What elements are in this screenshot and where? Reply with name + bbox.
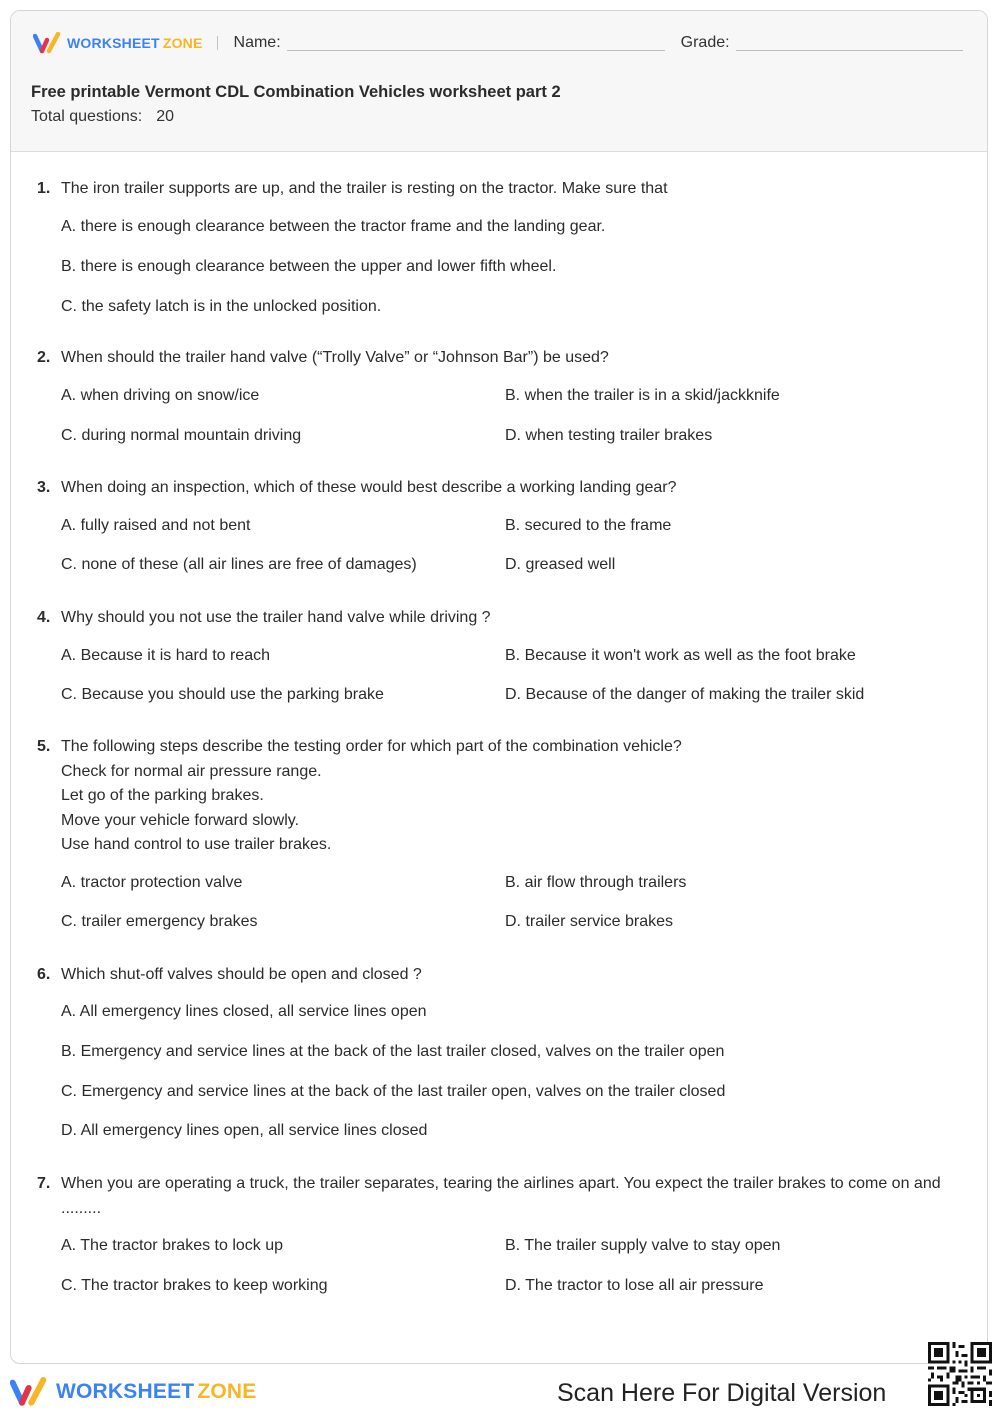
worksheetzone-logo <box>33 32 203 54</box>
option-c[interactable]: C. none of these (all air lines are free of damages) <box>61 556 417 573</box>
total-questions <box>31 108 174 126</box>
question-number: 1. <box>37 180 51 197</box>
question-text: The following steps describe the testing order for which part of the combination vehicle? <box>61 738 682 755</box>
question-6 <box>37 963 941 988</box>
option-c[interactable]: C. Because you should use the parking brake <box>61 686 384 703</box>
qr-code-icon[interactable] <box>928 1342 992 1406</box>
question-number: 4. <box>37 609 51 626</box>
option-d[interactable]: D. The tractor to lose all air pressure <box>505 1277 764 1294</box>
question-5 <box>37 735 941 858</box>
w-logo-icon <box>10 1376 50 1408</box>
divider <box>217 36 218 50</box>
logo-text: WORKSHEET ZONE <box>67 35 203 51</box>
brand-row <box>33 31 965 55</box>
worksheet-title: Free printable Vermont CDL Combination Vehicles worksheet part 2 <box>31 83 561 101</box>
total-questions-label: Total questions: <box>31 108 143 125</box>
option-a[interactable]: A. when driving on snow/ice <box>61 387 260 404</box>
name-label: Name: <box>233 34 281 51</box>
question-4 <box>37 606 941 631</box>
total-questions-value: 20 <box>156 108 174 125</box>
option-c[interactable]: C. Emergency and service lines at the back of the last trailer open, valves on the trailer closed <box>61 1083 726 1100</box>
option-a[interactable]: A. Because it is hard to reach <box>61 647 270 664</box>
option-a[interactable]: A. The tractor brakes to lock up <box>61 1237 284 1254</box>
question-text: When doing an inspection, which of these would best describe a working landing gear? <box>61 479 677 496</box>
question-number: 6. <box>37 966 51 983</box>
option-a[interactable]: A. there is enough clearance between the tractor frame and the landing gear. <box>61 218 606 235</box>
question-text: Which shut-off valves should be open and closed ? <box>61 966 422 983</box>
question-step: Check for normal air pressure range. <box>61 762 322 780</box>
option-c[interactable]: C. during normal mountain driving <box>61 427 302 444</box>
option-a[interactable]: A. fully raised and not bent <box>61 517 251 534</box>
worksheet-page <box>10 10 988 1364</box>
option-b[interactable]: B. The trailer supply valve to stay open <box>505 1237 781 1254</box>
question-number: 3. <box>37 479 51 496</box>
footer-logo <box>10 1376 256 1408</box>
question-2 <box>37 346 941 371</box>
option-d[interactable]: D. greased well <box>505 556 616 573</box>
question-step: Move your vehicle forward slowly. <box>61 811 300 829</box>
question-text: When should the trailer hand valve (“Trolly Valve” or “Johnson Bar”) be used? <box>61 349 609 366</box>
question-text: The iron trailer supports are up, and the trailer is resting on the tractor. Make sure that <box>61 180 668 197</box>
option-d[interactable]: D. when testing trailer brakes <box>505 427 713 444</box>
option-d[interactable]: D. trailer service brakes <box>505 913 674 930</box>
question-step: Let go of the parking brakes. <box>61 787 264 804</box>
name-field[interactable] <box>287 36 665 51</box>
grade-field[interactable] <box>736 36 963 51</box>
option-b[interactable]: B. air flow through trailers <box>505 874 687 891</box>
grade-label: Grade: <box>680 34 730 51</box>
w-logo-icon <box>33 32 63 54</box>
option-c[interactable]: C. The tractor brakes to keep working <box>61 1277 328 1294</box>
question-3 <box>37 476 941 501</box>
option-a[interactable]: A. tractor protection valve <box>61 874 243 891</box>
option-b[interactable]: B. there is enough clearance between the upper and lower fifth wheel. <box>61 258 557 275</box>
question-number: 2. <box>37 349 51 366</box>
option-a[interactable]: A. All emergency lines closed, all service lines open <box>61 1003 427 1020</box>
question-number: 5. <box>37 738 51 755</box>
worksheet-header <box>11 11 987 152</box>
question-number: 7. <box>37 1175 51 1192</box>
logo-text: WORKSHEET ZONE <box>56 1380 257 1403</box>
option-d[interactable]: D. Because of the danger of making the trailer skid <box>505 686 865 703</box>
option-d[interactable]: D. All emergency lines open, all service lines closed <box>61 1122 428 1139</box>
question-text: Why should you not use the trailer hand valve while driving ? <box>61 609 491 626</box>
option-b[interactable]: B. Because it won't work as well as the foot brake <box>505 647 856 664</box>
option-c[interactable]: C. the safety latch is in the unlocked position. <box>61 298 382 315</box>
question-7 <box>37 1172 941 1221</box>
question-text: When you are operating a truck, the trailer separates, tearing the airlines apart. You expect the trailer brakes to come on and ......... <box>61 1175 941 1217</box>
question-step: Use hand control to use trailer brakes. <box>61 836 332 853</box>
question-1 <box>37 177 941 202</box>
scan-label: Scan Here For Digital Version <box>557 1379 887 1407</box>
option-b[interactable]: B. Emergency and service lines at the back of the last trailer closed, valves on the trailer open <box>61 1043 725 1060</box>
option-b[interactable]: B. when the trailer is in a skid/jackknife <box>505 387 780 404</box>
option-b[interactable]: B. secured to the frame <box>505 517 672 534</box>
option-c[interactable]: C. trailer emergency brakes <box>61 913 258 930</box>
